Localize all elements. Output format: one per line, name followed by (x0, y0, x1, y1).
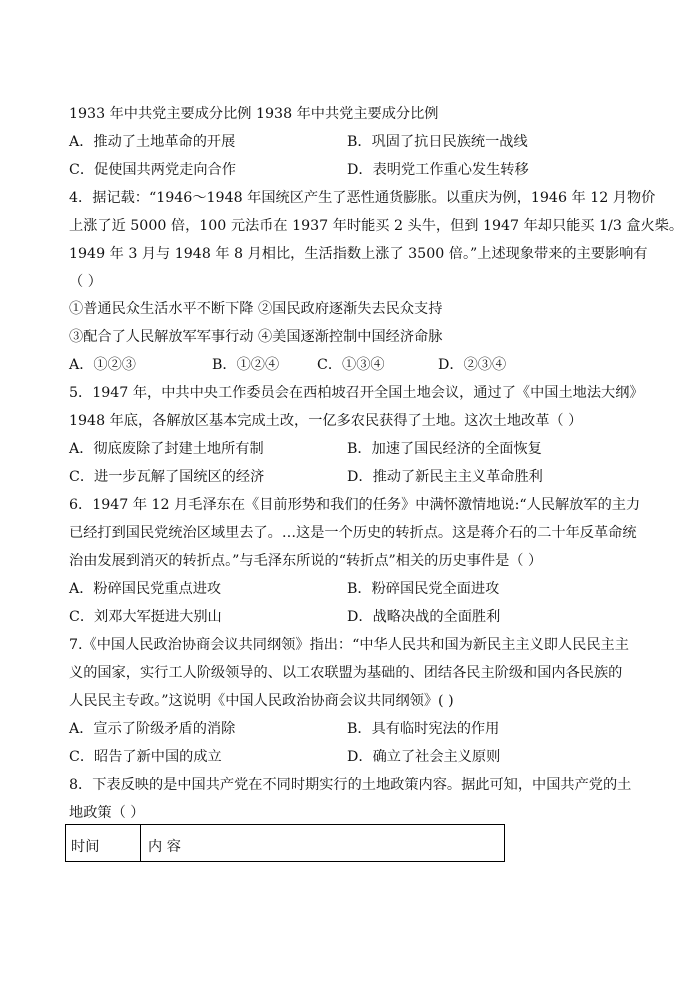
q4-option-b: B．①②④ (212, 357, 280, 373)
q5-stem-line-2: 1948 年底，各解放区基本完成土改，一亿多农民获得了土地。这次土地改革（ ） (69, 413, 583, 429)
q7-stem-line-1: 7.《中国人民政治协商会议共同纲领》指出：“中华人民共和国为新民主主义即人民民主主 (69, 637, 629, 653)
q4-option-c: C．①③④ (317, 357, 385, 373)
q3-chart-caption: 1933 年中共党主要成分比例 1938 年中共党主要成分比例 (69, 106, 439, 122)
q4-stem-line-1: 4．据记载：“1946～1948 年国统区产生了恶性通货膨胀。以重庆为例，1946 年 12 月物价 (69, 190, 656, 206)
q5-option-c: C．进一步瓦解了国统区的经济 (69, 469, 265, 485)
q5-option-b: B．加速了国民经济的全面恢复 (347, 441, 542, 457)
q6-option-b: B．粉碎国民党全面进攻 (347, 581, 500, 597)
q6-stem-line-3: 治由发展到消灭的转折点。”与毛泽东所说的“转折点”相关的历史事件是（ ） (69, 553, 543, 569)
q7-stem-line-2: 义的国家，实行工人阶级领导的、以工农联盟为基础的、团结各民主阶级和国内各民族的 (69, 665, 623, 681)
q8-stem-line-1: 8．下表反映的是中国共产党在不同时期实行的土地政策内容。据此可知，中国共产党的土 (69, 777, 632, 793)
q4-option-a: A．①②③ (69, 357, 136, 373)
q5-option-d: D．推动了新民主主义革命胜利 (347, 469, 543, 485)
q3-option-b: B．巩固了抗日民族统一战线 (347, 134, 528, 150)
q6-option-c: C．刘邓大军挺进大别山 (69, 609, 222, 625)
q6-option-d: D．战略决战的全面胜利 (347, 609, 501, 625)
q7-option-c: C．昭告了新中国的成立 (69, 749, 222, 765)
q7-option-b: B．具有临时宪法的作用 (347, 721, 500, 737)
q3-option-c: C．促使国共两党走向合作 (69, 162, 236, 178)
q4-option-d: D．②③④ (438, 357, 507, 373)
q7-option-d: D．确立了社会主义原则 (347, 749, 501, 765)
q3-option-a: A．推动了土地革命的开展 (69, 134, 236, 150)
q6-stem-line-2: 已经打到国民党统治区域里去了。…这是一个历史的转折点。这是蒋介石的二十年反革命统 (69, 525, 637, 541)
q4-statement-3-4: ③配合了人民解放军军事行动 ④美国逐渐控制中国经济命脉 (69, 329, 443, 345)
table-header-content: 内 容 (148, 839, 181, 855)
land-policy-table (65, 824, 505, 862)
q3-option-d: D．表明党工作重心发生转移 (347, 162, 529, 178)
table-header-time: 时间 (71, 839, 100, 855)
q5-stem-line-1: 5．1947 年，中共中央工作委员会在西柏坡召开全国土地会议，通过了《中国土地法大纲》 (69, 385, 644, 401)
q4-stem-line-3: 1949 年 3 月与 1948 年 8 月相比，生活指数上涨了 3500 倍。”上述现象带来的主要影响有 (69, 246, 648, 262)
q7-stem-line-3: 人民民主专政。”这说明《中国人民政治协商会议共同纲领》( ) (69, 693, 454, 709)
q4-statement-1-2: ①普通民众生活水平不断下降 ②国民政府逐渐失去民众支持 (69, 301, 443, 317)
q6-option-a: A．粉碎国民党重点进攻 (69, 581, 222, 597)
q8-stem-line-2: 地政策（ ） (69, 805, 145, 821)
q5-option-a: A．彻底废除了封建土地所有制 (69, 441, 264, 457)
q4-answer-bracket: （ ） (69, 274, 102, 290)
q7-option-a: A．宣示了阶级矛盾的消除 (69, 721, 236, 737)
q4-stem-line-2: 上涨了近 5000 倍，100 元法币在 1937 年时能买 2 头牛，但到 1947 年却只能买 1/3 盒火柴。 (69, 218, 684, 234)
q6-stem-line-1: 6．1947 年 12 月毛泽东在《目前形势和我们的任务》中满怀激情地说:“人民解放军的主力 (69, 497, 641, 513)
